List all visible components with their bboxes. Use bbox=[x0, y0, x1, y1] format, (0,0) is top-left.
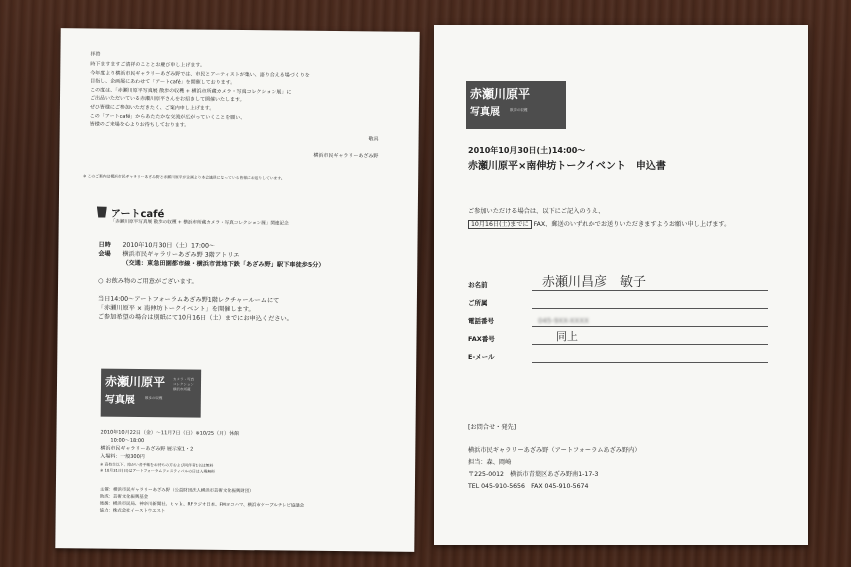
exhibition-admission: 入場料：一般300円 bbox=[100, 453, 145, 461]
letter-line: この「アートcafé」からあたたかな交流が広がっていくことを願い、 bbox=[89, 113, 246, 121]
logo-title: 赤瀬川原平 bbox=[104, 374, 166, 390]
logo-title: 赤瀬川原平 bbox=[470, 87, 531, 101]
event-date: 2010年10月30日(土)14:00～ bbox=[468, 146, 586, 155]
deadline-box: 10月16日(土)までに bbox=[468, 220, 532, 229]
logo-side-text: 横浜市所蔵 bbox=[172, 387, 191, 392]
admission-note: ※ 10月31日(日)はアートフォーラムフェスティバルの日は入場無料 bbox=[100, 467, 215, 474]
exhibition-period: 2010年10月22日（金）～11月7日（日）※10/25（月）休館 bbox=[100, 429, 240, 438]
letter-closing: 敬具 bbox=[368, 136, 379, 143]
email-label: E-メール bbox=[468, 353, 495, 361]
access-info: （交通：東急田園都市線・横浜市営地下鉄「あざみ野」駅下車徒歩5分） bbox=[122, 259, 325, 269]
logo-side-text: カメラ・写真 bbox=[173, 377, 195, 382]
credit-line: 協力：株式会社イーストウエスト bbox=[99, 508, 166, 515]
letter-note: ※ このご案内は横浜市民ギャラリーあざみ野と赤瀬川原平が企画より本会議員になっている皆様にお送りしています。 bbox=[83, 173, 285, 181]
contact-org: 横浜市民ギャラリーあざみ野（アートフォーラムあざみ野内） bbox=[468, 447, 641, 454]
exhibition-hours: 10:00～18:00 bbox=[110, 437, 145, 445]
exhibition-logo bbox=[466, 81, 566, 129]
credit-line: 助成：芸術文化振興基金 bbox=[99, 494, 149, 501]
contact-address: 〒225-0012 横浜市青葉区あざみ野南1-17-3 bbox=[468, 471, 599, 478]
letter-line: ぜひ皆様にご参加いただきたく、ご案内申し上げます。 bbox=[89, 104, 215, 112]
logo-tagline: 散歩の収穫 bbox=[144, 396, 163, 401]
letter-line: この度は、「赤瀬川原平写真展 散歩の収穫 + 横浜市所蔵カメラ・写真コレクション展」に bbox=[90, 87, 292, 96]
exhibition-logo bbox=[101, 369, 201, 418]
letter-line: 皆様のご来場を心よりお待ちしております。 bbox=[89, 121, 190, 129]
credit-line: 主催：横浜市民ギャラリーあざみ野（公益財団法人横浜市芸術文化振興財団） bbox=[99, 487, 254, 495]
letter-sender: 横浜市民ギャラリーあざみ野 bbox=[313, 152, 379, 160]
event-subtitle: 「赤瀬川原平写真展 散歩の収穫 + 横浜市所蔵カメラ・写真コレクション展」関連記念 bbox=[110, 219, 289, 227]
cafe-cup-icon bbox=[97, 207, 107, 218]
notice-line: 「赤瀬川原平 × 南伸坊トークイベント」を開催します。 bbox=[97, 304, 255, 314]
drinks-note: ○ お飲み物のご用意がございます。 bbox=[98, 277, 198, 286]
form-instructions-2: FAX、郵送のいずれかでお送りいただきますようお願い申し上げます。 bbox=[533, 221, 731, 228]
fax-label: FAX番号 bbox=[468, 335, 495, 343]
phone-value: 045-9XX-XXXX bbox=[538, 317, 589, 325]
contact-heading: [お問合せ・発先] bbox=[468, 424, 517, 431]
letter-line: 目指し、企画展にあわせて「アートcafé」を開催しております。 bbox=[90, 78, 236, 87]
name-field[interactable] bbox=[468, 273, 768, 291]
logo-subtitle: 写真展 bbox=[104, 394, 135, 406]
affiliation-label: ご所属 bbox=[468, 299, 488, 307]
contact-staff: 担当：森、岡崎 bbox=[468, 459, 512, 466]
phone-field[interactable] bbox=[468, 309, 768, 327]
notice-line: 当日14:00～アートフォーラムあざみ野1階レクチャールームにて bbox=[97, 295, 280, 305]
event-title: アートcafé bbox=[110, 208, 165, 221]
email-field[interactable] bbox=[468, 345, 768, 363]
fax-value: 同上 bbox=[556, 330, 578, 343]
contact-tel-fax: TEL 045-910-5656 FAX 045-910-5674 bbox=[468, 483, 589, 490]
fax-field[interactable] bbox=[468, 327, 768, 345]
form-instructions: ご参加いただける場合は、以下にご記入のうえ、 bbox=[468, 208, 605, 215]
affiliation-field[interactable] bbox=[468, 291, 768, 309]
admission-note: ※ 高校生以下、障がい者手帳をお持ちの方および同伴者1名は無料 bbox=[100, 461, 214, 468]
venue-value: 横浜市民ギャラリーあざみ野 3階アトリエ bbox=[122, 250, 240, 260]
letter-line: 今年度より横浜市民ギャラリーあざみ野では、市民とアーティストが集い、語り合える場づくりを bbox=[90, 70, 310, 79]
application-form-sheet bbox=[434, 25, 808, 545]
phone-label: 電話番号 bbox=[468, 317, 494, 325]
logo-tagline: 散歩の収穫 bbox=[510, 108, 528, 112]
date-value: 2010年10月30日（土）17:00～ bbox=[122, 241, 216, 250]
form-title: 赤瀬川原平×南伸坊トークイベント 申込書 bbox=[468, 161, 666, 172]
letter-line: ご出品いただいている赤瀬川原平さんをお招きして開催いたします。 bbox=[89, 95, 245, 104]
form-instructions-line bbox=[468, 220, 730, 229]
letter-line: 時下ますますご清祥のこととお慶び申し上げます。 bbox=[90, 61, 205, 69]
credit-line: 後援：横浜市民局、神奈川新聞社、ｔｖｋ、RFラジオ日本、FMヨコハマ、横浜市ケーブルテレビ協議会 bbox=[99, 501, 305, 509]
letter-opening: 拝啓 bbox=[90, 51, 101, 58]
notice-line: ご参加希望の場合は別紙にて10月16日（土）までにお申込ください。 bbox=[97, 313, 293, 323]
logo-side-text: コレクション bbox=[172, 382, 194, 387]
logo-subtitle: 写真展 bbox=[470, 107, 500, 118]
name-value: 赤瀬川昌彦 敏子 bbox=[542, 275, 647, 290]
venue-label: 会場 bbox=[98, 250, 111, 258]
name-label: お名前 bbox=[468, 281, 488, 289]
exhibition-place: 横浜市民ギャラリーあざみ野 展示室1・2 bbox=[100, 445, 194, 453]
invitation-sheet bbox=[55, 28, 419, 552]
date-label: 日時 bbox=[98, 241, 111, 249]
